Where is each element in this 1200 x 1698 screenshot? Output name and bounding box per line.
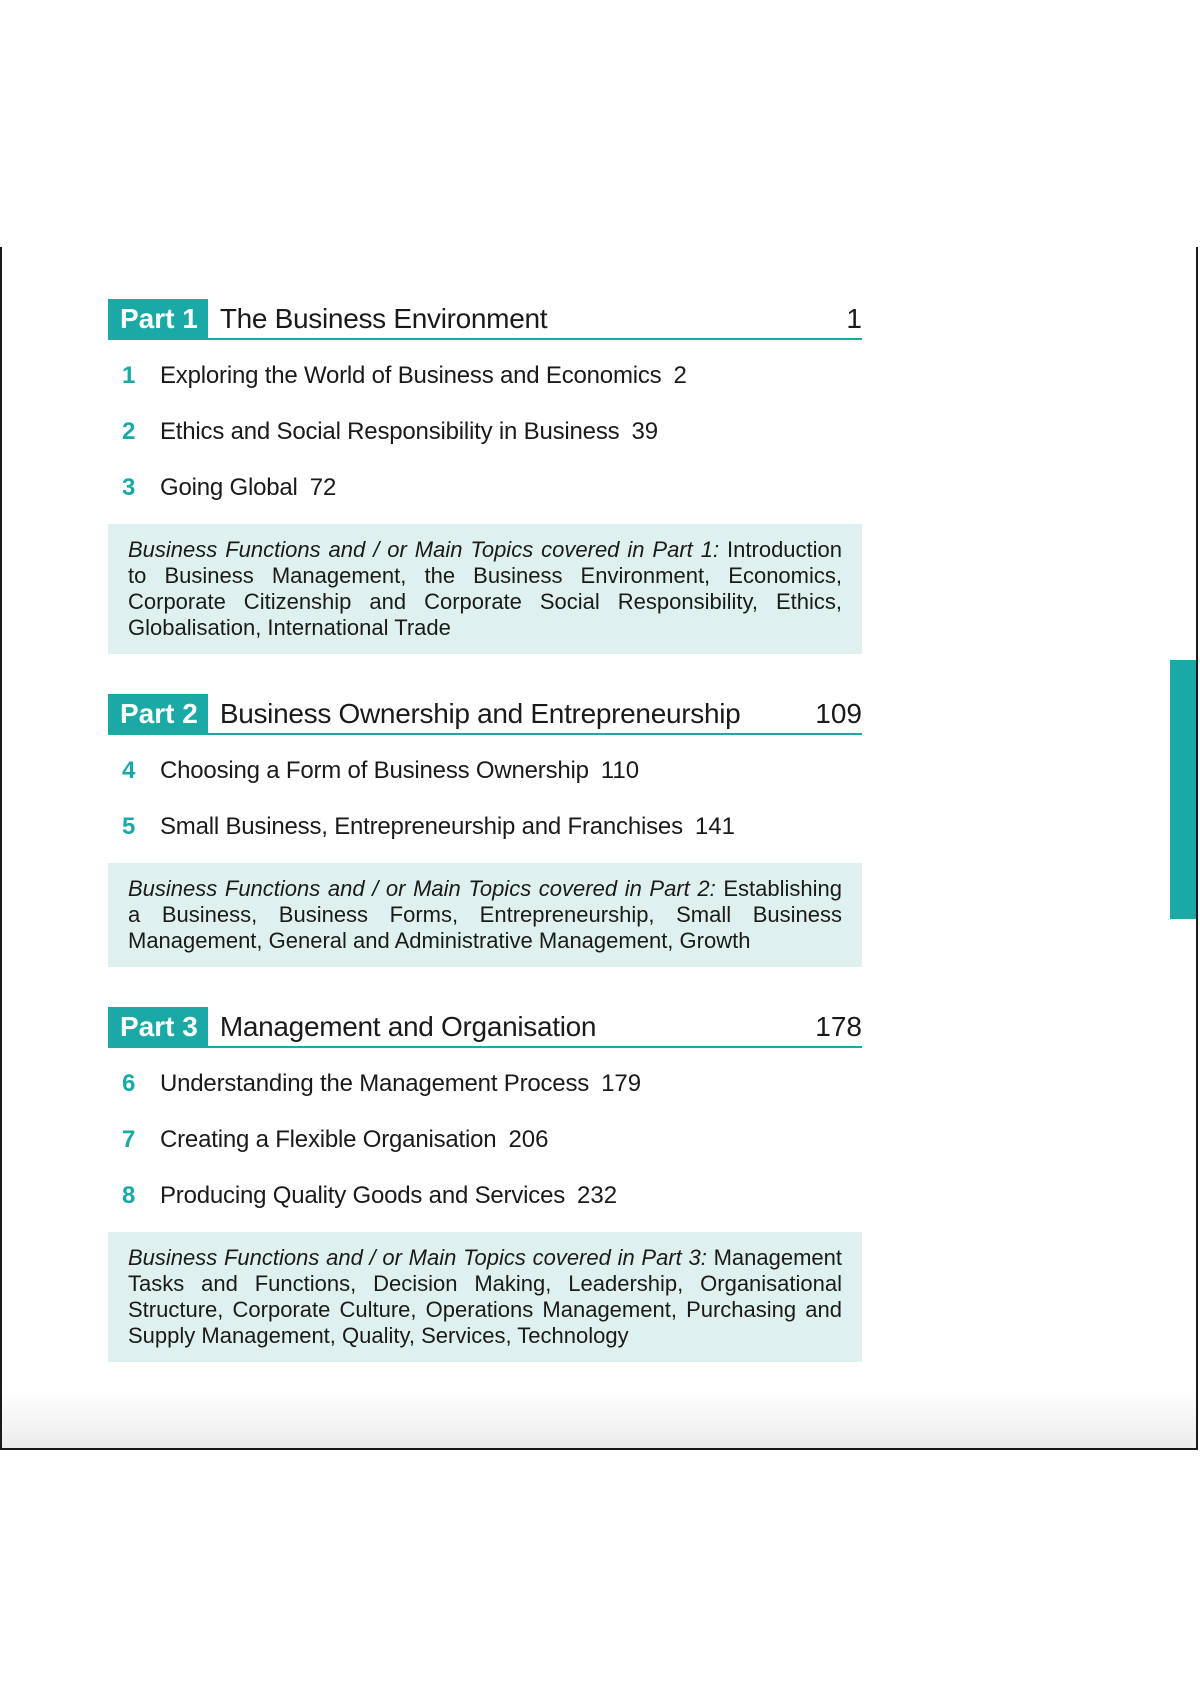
chapter-page-number: 110 — [600, 757, 640, 784]
chapter-number: 6 — [122, 1070, 136, 1097]
part-badge: Part 2 — [108, 694, 208, 733]
chapter-entry[interactable] — [108, 412, 862, 468]
chapter-title: Exploring the World of Business and Economics — [160, 362, 662, 389]
table-of-contents — [108, 299, 862, 1402]
summary-text: Establishing a Business, Business Forms, Entrepreneurship, Small Business Management, General and Administrative Management, Growth — [128, 876, 842, 953]
chapter-number: 8 — [122, 1182, 136, 1209]
chapter-list — [108, 340, 862, 524]
chapter-title: Understanding the Management Process — [160, 1070, 590, 1097]
chapter-entry[interactable] — [108, 1120, 862, 1176]
chapter-title: Ethics and Social Responsibility in Business — [160, 418, 620, 445]
chapter-entry[interactable] — [108, 751, 862, 807]
chapter-page-number: 2 — [673, 362, 687, 389]
summary-text: Introduction to Business Management, the Business Environment, Economics, Corporate Citizenship and Corporate Social Responsibility, Ethics, Globalisation, International Trade — [128, 537, 843, 640]
summary-lead: Business Functions and / or Main Topics covered in Part 3: — [128, 1245, 707, 1270]
chapter-number: 2 — [122, 418, 136, 445]
part-section — [108, 1007, 862, 1362]
document-page — [0, 247, 1198, 1450]
chapter-number: 3 — [122, 474, 136, 501]
summary-lead: Business Functions and / or Main Topics covered in Part 2: — [128, 876, 716, 901]
part-page-number: 178 — [815, 1010, 862, 1042]
part-section — [108, 299, 862, 654]
chapter-page-number: 206 — [508, 1126, 549, 1153]
chapter-entry[interactable] — [108, 1064, 862, 1120]
chapter-title: Producing Quality Goods and Services — [160, 1182, 566, 1209]
chapter-entry[interactable] — [108, 1176, 862, 1232]
part-page-number: 1 — [846, 302, 862, 334]
chapter-page-number: 72 — [309, 474, 337, 501]
chapter-list — [108, 1048, 862, 1232]
chapter-list — [108, 735, 862, 863]
chapter-number: 1 — [122, 362, 136, 389]
part-summary-box — [108, 863, 862, 967]
part-title[interactable]: Management and Organisation — [219, 1010, 597, 1042]
part-heading — [108, 694, 862, 735]
summary-text: Management Tasks and Functions, Decision Making, Leadership, Organisational Structure, Corporate Culture, Operations Management, Purchasing and Supply Management, Quality, Services, Technology — [128, 1245, 842, 1348]
chapter-page-number: 179 — [601, 1070, 642, 1097]
part-heading — [108, 299, 862, 340]
chapter-title: Choosing a Form of Business Ownership — [160, 757, 589, 784]
chapter-page-number: 232 — [577, 1182, 618, 1209]
part-section — [108, 694, 862, 967]
part-heading — [108, 1007, 862, 1048]
chapter-number: 7 — [122, 1126, 136, 1153]
chapter-title: Small Business, Entrepreneurship and Franchises — [160, 813, 683, 840]
part-summary-box — [108, 524, 862, 654]
chapter-title: Going Global — [160, 474, 298, 501]
chapter-entry[interactable] — [108, 356, 862, 412]
part-title[interactable]: Business Ownership and Entrepreneurship — [219, 697, 741, 729]
part-summary-box — [108, 1232, 862, 1362]
part-page-number: 109 — [815, 697, 862, 729]
summary-lead: Business Functions and / or Main Topics covered in Part 1: — [128, 537, 720, 562]
chapter-entry[interactable] — [108, 807, 862, 863]
part-title[interactable]: The Business Environment — [219, 302, 548, 334]
chapter-number: 4 — [122, 757, 136, 784]
chapter-title: Creating a Flexible Organisation — [160, 1126, 497, 1153]
chapter-entry[interactable] — [108, 468, 862, 524]
part-badge: Part 1 — [108, 299, 208, 338]
chapter-number: 5 — [122, 813, 136, 840]
chapter-page-number: 39 — [631, 418, 659, 445]
chapter-page-number: 141 — [694, 813, 735, 840]
part-badge: Part 3 — [108, 1007, 208, 1046]
side-thumb-tab — [1170, 660, 1196, 919]
